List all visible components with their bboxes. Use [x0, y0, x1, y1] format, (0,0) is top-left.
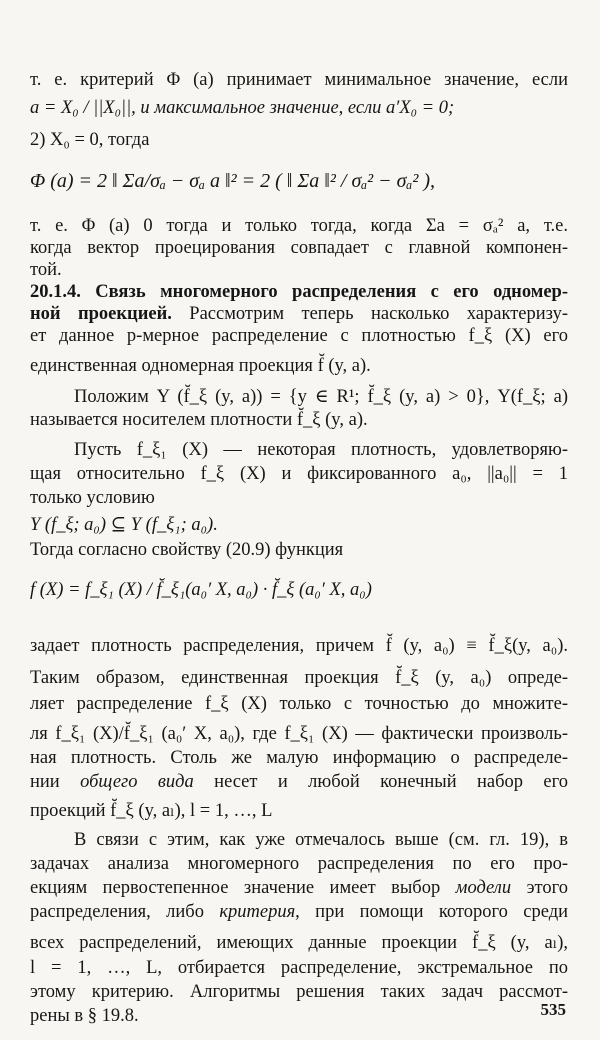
formula-display-f: f (X) = f_ξ₁ (X) / f̆_ξ₁(a₀′ X, a₀) · f̆_ξ (a₀′ X, a₀)	[30, 580, 372, 600]
text-line	[30, 902, 568, 923]
text-line: проекций f̆_ξ (y, aₗ), l = 1, …, L	[30, 801, 273, 821]
text-line	[30, 878, 568, 899]
formula-display-phi: Φ (a) = 2 ‖ Σa/σₐ − σₐ a ‖² = 2 ( ‖ Σa ‖² / σₐ² − σₐ² ),	[30, 170, 436, 192]
text-line: Пусть f_ξ₁ (X) — некоторая плотность, удовлетворяю-	[74, 440, 568, 460]
text-line: ная плотность. Столь же малую информацию о распределе-	[30, 748, 568, 768]
text-line: задачах анализа многомерного распределения по его про-	[30, 854, 568, 874]
text-line: называется носителем плотности f̆_ξ (y, a).	[30, 410, 368, 430]
text-line: рены в § 19.8.	[30, 1006, 139, 1026]
text-line: 2) X₀ = 0, тогда	[30, 130, 150, 150]
text-span: несет и любой конечный набор его	[193, 772, 568, 792]
section-heading: 20.1.4. Связь многомерного распределения с его одномер-	[30, 282, 568, 302]
formula-line: a = X₀ / ||X₀||, и максимальное значение, если a′X₀ = 0;	[30, 98, 455, 118]
text-line: задает плотность распределения, причем f̆ (y, a₀) ≡ f̆_ξ(y, a₀).	[30, 636, 568, 656]
page-number: 535	[540, 1000, 566, 1019]
text-span: этого	[511, 878, 568, 898]
italic-term: модели	[455, 878, 512, 898]
text-line: В связи с этим, как уже отмечалось выше (см. гл. 19), в	[74, 830, 568, 850]
text-span: распределения, либо	[30, 902, 220, 922]
text-line: Положим Y (f̆_ξ (y, a)) = {y ∈ R¹; f̆_ξ (y, a) > 0}, Y(f_ξ; a)	[74, 387, 568, 407]
text-line: всех распределений, имеющих данные проекции f̆_ξ (y, aₗ),	[30, 933, 568, 953]
text-line: ляет распределение f_ξ (X) только с точностью до множите-	[30, 694, 568, 714]
text-line: этому критерию. Алгоритмы решения таких задач рассмот-	[30, 982, 568, 1002]
text-line: Таким образом, единственная проекция f̆_ξ (y, a₀) опреде-	[30, 668, 568, 688]
text-span: екциям первостепенное значение имеет выбор	[30, 878, 456, 898]
text-line: только условию	[30, 488, 155, 508]
italic-term: критерия	[219, 902, 296, 922]
text-line: l = 1, …, L, отбирается распределение, экстремальное по	[30, 958, 568, 978]
text-span: , при помощи которого среди	[295, 902, 569, 922]
section-heading-cont: ной проекцией.	[30, 304, 172, 324]
text-line: ет данное p-мерное распределение с плотностью f_ξ (X) его	[30, 326, 568, 346]
text-line: щая относительно f_ξ (X) и фиксированного a₀, ||a₀|| = 1	[30, 464, 568, 484]
text-line: когда вектор проецирования совпадает с главной компонен-	[30, 238, 568, 258]
text-line: ля f_ξ₁ (X)/f̆_ξ₁ (a₀′ X, a₀), где f_ξ₁ (X) — фактически произволь-	[30, 724, 568, 744]
text-line	[30, 304, 568, 325]
text-span: Рассмотрим теперь насколько характеризу-	[171, 304, 568, 324]
text-line: той.	[30, 260, 62, 280]
formula-line: Y (f_ξ; a₀) ⊆ Y (f_ξ₁; a₀).	[30, 515, 218, 535]
text-line: Тогда согласно свойству (20.9) функция	[30, 540, 344, 560]
text-span: нии	[30, 772, 81, 792]
text-line: единственная одномерная проекция f̆ (y, a).	[30, 356, 371, 376]
text-line: т. е. Φ (a) 0 тогда и только тогда, когда Σa = σₐ² a, т.е.	[30, 216, 568, 236]
text-line: т. е. критерий Φ (a) принимает минимальное значение, если	[30, 70, 568, 90]
italic-term: общего вида	[80, 772, 194, 792]
text-line	[30, 772, 568, 793]
